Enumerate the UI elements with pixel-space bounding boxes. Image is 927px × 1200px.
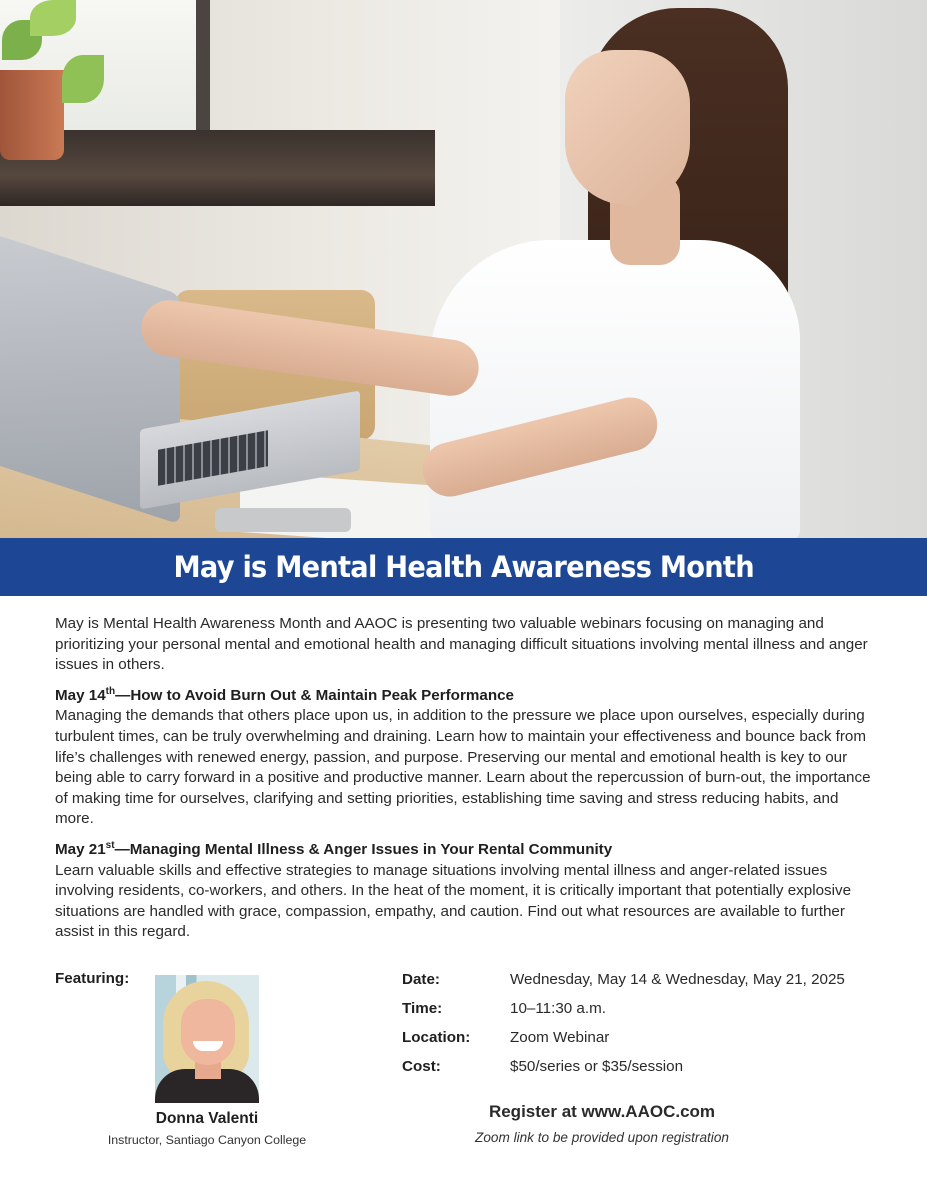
intro-paragraph: May is Mental Health Awareness Month and AAOC is presenting two valuable webinars focusing on managing and prioritizing your personal mental and emotional health and managing difficult situations involving mental illness and anger issues in others. — [55, 615, 868, 674]
cost-value: $50/series or $35/session — [510, 1058, 684, 1075]
detail-row-date — [402, 971, 845, 1000]
time-value: 10–11:30 a.m. — [510, 1000, 606, 1017]
session-1 — [55, 686, 875, 830]
session-2-heading: —Managing Mental Illness & Anger Issues in Your Rental Community — [114, 840, 613, 858]
session-1-title — [55, 686, 875, 707]
detail-row-cost — [402, 1058, 845, 1087]
session-2-ordinal: st — [105, 839, 115, 851]
photo-windowsill — [0, 130, 435, 206]
session-1-description: Managing the demands that others place upon us, in addition to the pressure we place upon ourselves, especially during turbulent times, can be truly overwhelming and draining. Learn how to maintain your effectiveness and bounce back from life’s challenges with renewed energy, passion, and purpose. Preserving our mental and emotional health is key to our being able to carry forward in a positive and productive manner. Learn about the repercussion of burn-out, the importance of making time for ourselves, clarifying and setting priorities, establishing time saving and stress reducing habits, and more. — [55, 707, 871, 828]
date-value: Wednesday, May 14 & Wednesday, May 21, 2025 — [510, 971, 845, 988]
photo-plant-pot — [0, 70, 64, 160]
cost-label: Cost: — [402, 1058, 441, 1075]
photo-woman-shirt — [430, 240, 800, 538]
time-label: Time: — [402, 1000, 443, 1017]
zoom-note: Zoom link to be provided upon registration — [475, 1130, 729, 1145]
detail-row-location — [402, 1029, 845, 1058]
session-2-date: May 21 — [55, 840, 106, 858]
session-1-date: May 14 — [55, 686, 106, 704]
page-title: May is Mental Health Awareness Month — [173, 550, 754, 584]
session-1-ordinal: th — [105, 685, 116, 697]
session-2 — [55, 840, 875, 943]
location-label: Location: — [402, 1029, 471, 1046]
photo-phone — [215, 508, 351, 532]
title-banner — [0, 538, 927, 596]
register-link[interactable]: Register at www.AAOC.com — [488, 1102, 716, 1121]
featuring-label: Featuring: — [55, 970, 130, 987]
session-2-title — [55, 840, 875, 861]
date-label: Date: — [402, 971, 440, 988]
location-value: Zoom Webinar — [510, 1029, 610, 1046]
session-2-description: Learn valuable skills and effective strategies to manage situations involving mental illness and anger-related issues involving residents, co-workers, and others. In the heat of the moment, it is critically important that potentially explosive situations are handled with grace, compassion, empathy, and caution. Find out what resources are available to further assist in this regard. — [55, 861, 852, 941]
instructor-photo-face — [181, 999, 235, 1065]
instructor-name: Donna Valenti — [155, 1110, 259, 1127]
photo-woman-face — [565, 50, 690, 205]
hero-photo — [0, 0, 927, 538]
event-details — [402, 971, 845, 1087]
instructor-role: Instructor, Santiago Canyon College — [107, 1133, 307, 1147]
detail-row-time — [402, 1000, 845, 1029]
body-copy — [55, 614, 875, 953]
session-1-heading: —How to Avoid Burn Out & Maintain Peak Performance — [115, 686, 514, 704]
photo-plant-leaf — [30, 0, 76, 36]
photo-plant-leaf — [62, 55, 104, 103]
instructor-photo — [155, 975, 259, 1103]
